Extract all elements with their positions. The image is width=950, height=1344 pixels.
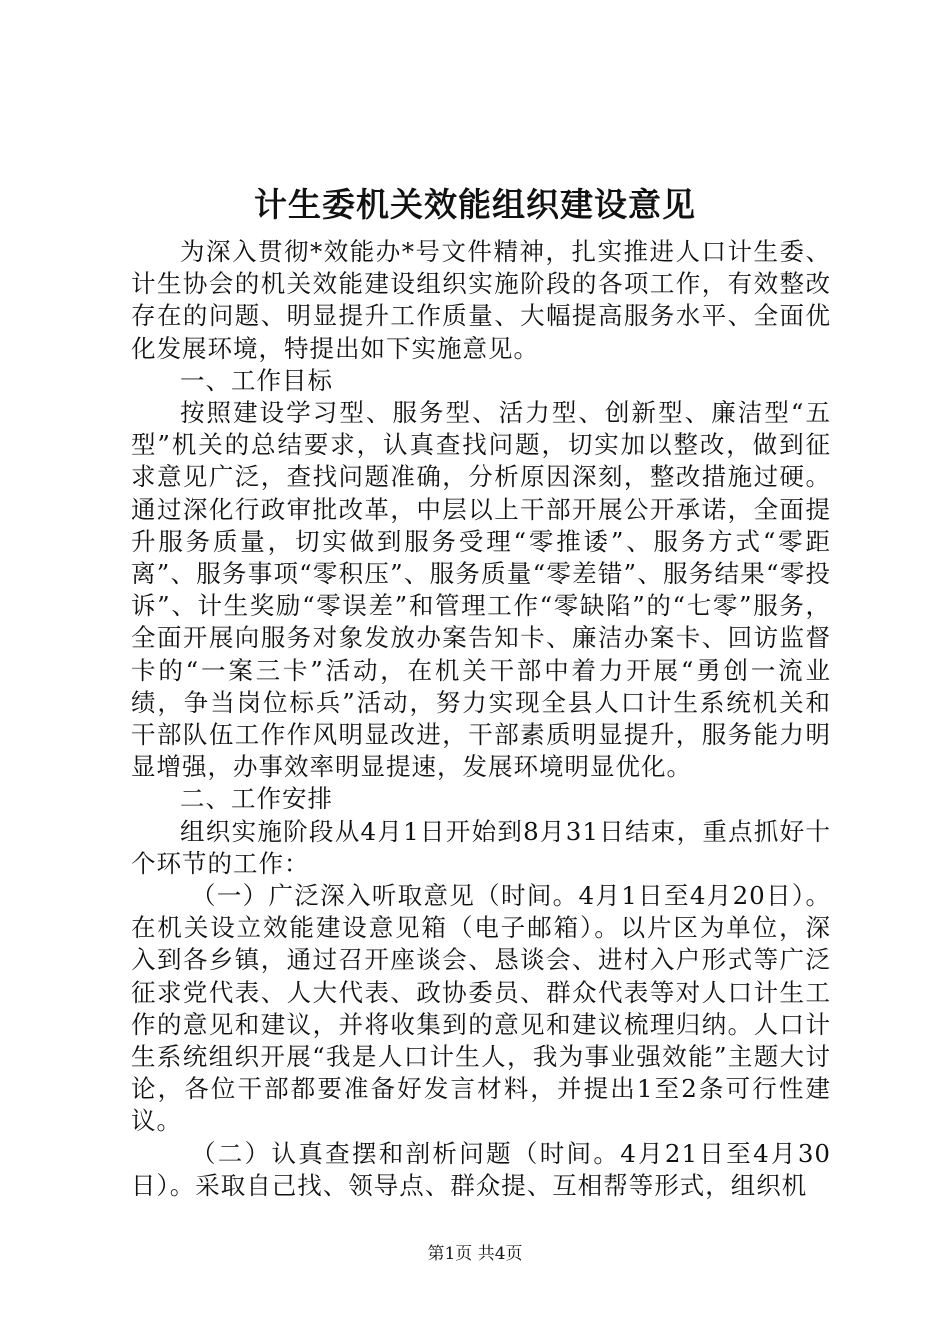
arrangement-paragraph: 组织实施阶段从4月1日开始到8月31日结束，重点抓好十个环节的工作： bbox=[131, 816, 831, 878]
document-title: 计生委机关效能组织建设意见 bbox=[254, 185, 696, 224]
section-heading-goals: 一、工作目标 bbox=[180, 365, 333, 395]
page-footer: 第1页 共4页 bbox=[427, 1244, 523, 1264]
intro-paragraph: 为深入贯彻*效能办*号文件精神，扎实推进人口计生委、计生协会的机关效能建设组织实施阶段的各项工作，有效整改存在的问题、明显提升工作质量、大幅提高服务水平、全面优化发展环境，特提出如下实施意见。 bbox=[131, 237, 831, 363]
section-heading-arrangement: 二、工作安排 bbox=[180, 784, 333, 814]
document-body bbox=[131, 236, 831, 1202]
step-1-paragraph: （一）广泛深入听取意见（时间。4月1日至4月20日）。在机关设立效能建设意见箱（电子邮箱）。以片区为单位，深入到各乡镇，通过召开座谈会、恳谈会、进村入户形式等广泛征求党代表、人大代表、政协委员、群众代表等对人口计生工作的意见和建议，并将收集到的意见和建议梳理归纳。人口计生系统组织开展“我是人口计生人，我为事业强效能”主题大讨论，各位干部都要准备好发言材料，并提出1至2条可行性建议。 bbox=[131, 881, 831, 1136]
goals-paragraph: 按照建设学习型、服务型、活力型、创新型、廉洁型“五型”机关的总结要求，认真查找问题，切实加以整改，做到征求意见广泛，查找问题准确，分析原因深刻，整改措施过硬。通过深化行政审批改革，中层以上干部开展公开承诺，全面提升服务质量，切实做到服务受理“零推诿”、服务方式“零距离”、服务事项“零积压”、服务质量“零差错”、服务结果“零投诉”、计生奖励“零误差”和管理工作“零缺陷”的“七零”服务，全面开展向服务对象发放办案告知卡、廉洁办案卡、回访监督卡的“一案三卡”活动，在机关干部中着力开展“勇创一流业绩，争当岗位标兵”活动，努力实现全县人口计生系统机关和干部队伍工作作风明显改进，干部素质明显提升，服务能力明显增强，办事效率明显提速，发展环境明显优化。 bbox=[131, 398, 831, 782]
step-2-paragraph: （二）认真查摆和剖析问题（时间。4月21日至4月30日）。采取自己找、领导点、群众提、互相帮等形式，组织机 bbox=[131, 1138, 831, 1200]
